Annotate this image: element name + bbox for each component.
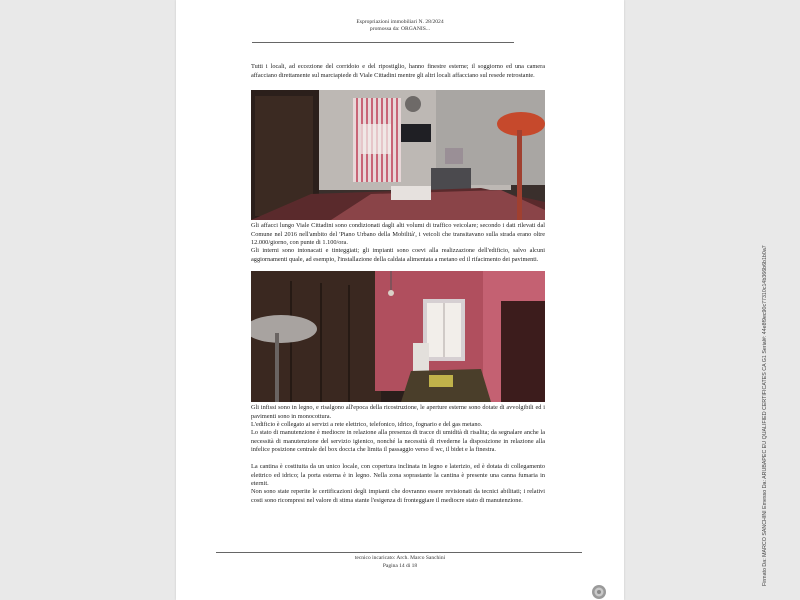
seal-icon xyxy=(589,582,609,600)
paragraph-cellar: La cantina è costituita da un unico locale, con copertura inclinata in legno e laterizio, ed è dotata di collegamento elettrico ed idrico; la porta esterna è in legno. Nella zona soprastante la cantina è presente una canna fumaria in eternit. xyxy=(251,463,545,488)
paragraph-rooms: Tutti i locali, ad eccezione del corridoio e del ripostiglio, hanno finestre esterne; il soggiorno ed una camera affacciano direttamente sul marciapiede di Viale Cittadini mentre gli altri locali affacciano sul resede retrostante. xyxy=(251,63,545,79)
paragraph-certifications: Non sono state reperite le certificazioni degli impianti che dovranno essere revisionati da tecnici abilitati; i relativi costi sono ricompresi nel valore di stima stante l'esigenza di fronteggiare il mediocre stato di manutenzione. xyxy=(251,488,545,504)
footer-divider xyxy=(216,552,582,553)
document-page xyxy=(176,0,624,600)
paragraph-utilities: L'edificio è collegato ai servizi a rete elettrico, telefonico, idrico, fognario e del gas metano. xyxy=(251,421,483,428)
footer-page-number: Pagina 14 di 18 xyxy=(382,563,418,569)
paragraph-interiors: Gli interni sono intonacati e tinteggiati; gli impianti sono coevi alla realizzazione dell'edificio, salvo alcuni aggiornamenti quale, ad esempio, l'installazione della caldaia alimentata a metano ed il rifacimento dei pavimenti. xyxy=(251,247,545,263)
photo-bedroom xyxy=(251,90,545,220)
paragraph-maintenance: Lo stato di manutenzione è mediocre in relazione alla presenza di tracce di umidità di risalita; da segnalare anche la necessità di manutenzione del servizio igienico, nonché la necessità di rivederne la disposizione in relazione alla infelice posizione centrale del box doccia che limita il passaggio verso il wc, il bidet e la finestra. xyxy=(251,429,545,454)
photo-second-bedroom xyxy=(251,271,545,402)
paragraph-traffic: Gli affacci lungo Viale Cittadini sono condizionati dagli alti volumi di traffico veicolare; secondo i dati rilevati dal Comune nel 2016 nell'ambito del 'Piano Urbano della Mobilità', i veicoli che transitavano sulla strada erano oltre 12.000/giorno, con punte di 1.100/ora. xyxy=(251,222,545,247)
header-procedure-line: Espropriazioni immobiliari N. 28/2024 xyxy=(356,19,444,25)
footer-technician: tecnico incaricato: Arch. Marco Sanchini xyxy=(354,555,446,561)
header-divider xyxy=(252,42,514,43)
digital-signature-note: Firmato Da: MARCO SANCHINI Emesso Da: ARUBAPEC EU QUALIFIED CERTIFICATES CA G1 Serial#: 44e8f9ec90c77310c14b366b6b1b0a7 xyxy=(762,245,768,586)
header-promoter-line: promossa da: ORGANIS... xyxy=(369,26,431,32)
paragraph-fixtures: Gli infissi sono in legno, e risalgono all'epoca della ricostruzione, le aperture esterne sono dotate di avvolgibili ed i pavimenti sono in monocottura. xyxy=(251,404,545,420)
